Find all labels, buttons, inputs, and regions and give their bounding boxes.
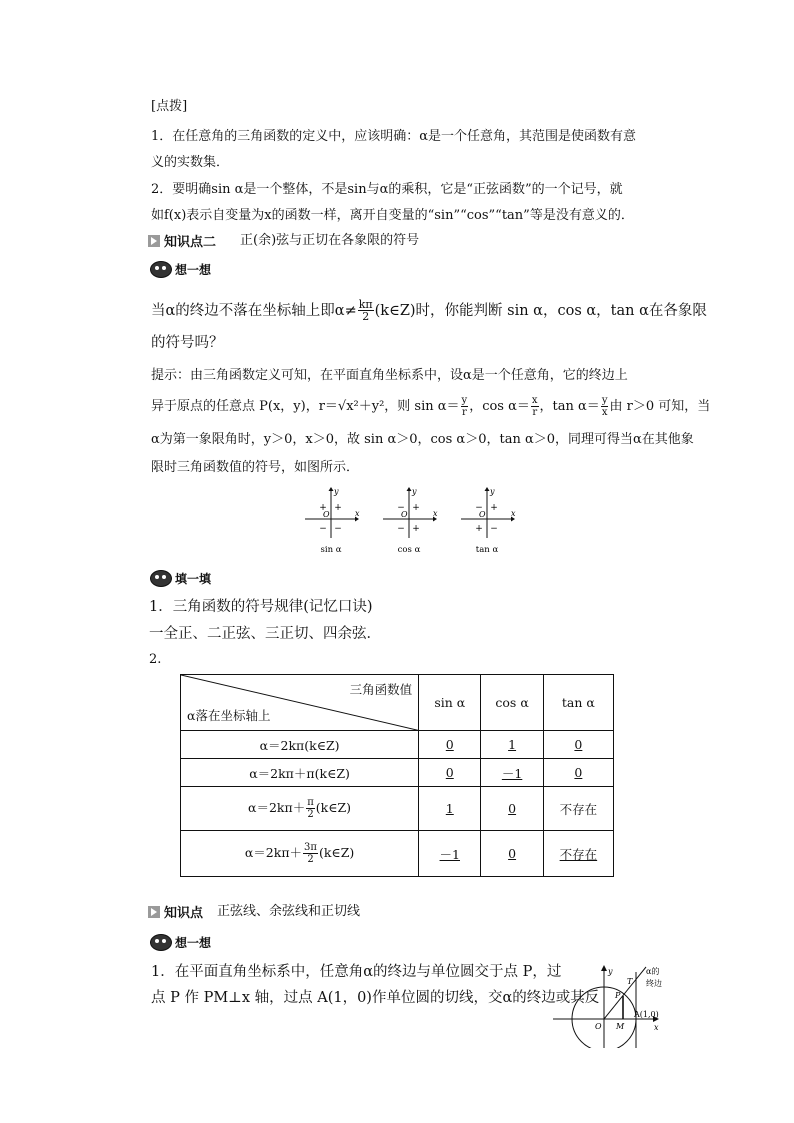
- table-cell: 0: [508, 846, 517, 861]
- axis-x-label: x: [433, 509, 438, 518]
- think-badge: [150, 261, 211, 278]
- table-cell: 0: [574, 765, 583, 780]
- table-cell: 0: [574, 737, 583, 752]
- tips-p1-line1: 1．在任意角的三角函数的定义中，应该明确：α是一个任意角，其范围是使函数有意: [151, 129, 637, 144]
- knowledge-point-2-heading: [148, 231, 419, 250]
- uc-y-label: y: [608, 967, 613, 976]
- row-fraction-den: 2: [307, 809, 314, 820]
- table-cell: －1: [439, 846, 460, 862]
- column-header: tan α: [543, 675, 613, 731]
- quadrant-3-sign: −: [319, 524, 327, 534]
- quadrant-1-sign: +: [334, 503, 342, 513]
- row-label-post: (k∈Z): [318, 845, 355, 860]
- table-cell: 1: [508, 737, 517, 752]
- tips-p1-line2: 义的实数集．: [151, 155, 230, 170]
- header-top-label: 三角函数值: [349, 682, 413, 697]
- row-label-pre: α＝2kπ＋: [244, 845, 303, 860]
- quadrant-4-sign: −: [334, 524, 342, 534]
- quadrant-1-sign: +: [490, 503, 498, 513]
- axis-values-table: [180, 674, 614, 877]
- row-label-text: α＝2kπ(k∈Z): [259, 737, 340, 753]
- thinking-face-icon: [150, 261, 172, 278]
- uc-t-label: T: [627, 977, 633, 986]
- quadrant-diagram-cos: [383, 487, 438, 555]
- quadrant-3-sign: −: [397, 524, 405, 534]
- table-cell: 0: [445, 737, 454, 752]
- k-pi-over-2-fraction: [358, 299, 374, 322]
- uc-a-label: A(1,0): [634, 1010, 659, 1019]
- row-label-pre: α＝2kπ＋: [248, 800, 306, 815]
- table-cell: 不存在: [559, 846, 598, 862]
- quadrant-2-sign: +: [319, 503, 327, 513]
- tips-p2-line2: 如f(x)表示自变量为x的函数一样，离开自变量的“sin”“cos”“tan”等是没有意义的．: [151, 208, 634, 223]
- cos-denominator: r: [532, 407, 538, 418]
- hint-line3: α为第一象限角时，y＞0，x＞0，故 sin α＞0，cos α＞0，tan α＞0，同理可得当α在其他象: [151, 432, 694, 447]
- knowledge-point-3-heading: [148, 902, 360, 921]
- hint-line4: 限时三角函数值的符号，如图所示．: [151, 460, 360, 475]
- knowledge-point-3-title: 正弦线、余弦线和正切线: [217, 903, 361, 919]
- cos-numerator: x: [531, 395, 538, 406]
- tan-numerator: y: [601, 395, 608, 406]
- quadrant-diagram-label: sin α: [320, 545, 342, 555]
- header-bottom-label: α落在坐标轴上: [187, 708, 271, 723]
- hint-line2: [151, 395, 710, 418]
- knowledge-point-3-label: 知识点: [164, 906, 204, 921]
- think-label-2: 想一想: [175, 936, 212, 950]
- row-label-post: (k∈Z): [315, 800, 352, 815]
- tips-title: [点拨]: [151, 99, 188, 114]
- hint-text-a: 异于原点的任意点 P(x，y)，r＝√x²＋y²，则 sin α＝: [151, 398, 460, 414]
- fill-badge: [150, 570, 211, 587]
- origin-label: O: [323, 510, 330, 519]
- row-fraction-num: π: [307, 797, 314, 808]
- sin-numerator: y: [461, 395, 468, 406]
- hint-text-c: ，tan α＝: [539, 398, 600, 414]
- quadrant-2-sign: −: [397, 503, 405, 513]
- think-label: 想一想: [175, 263, 212, 277]
- uc-side-label-2: 终边: [646, 979, 662, 988]
- table-header-row: [181, 675, 614, 731]
- sin-fraction: [461, 395, 469, 418]
- tips-p2-line1: 2．要明确sin α是一个整体，不是sin与α的乘积，它是“正弦函数”的一个记号，就: [151, 182, 623, 197]
- quadrant-diagram-label: tan α: [475, 545, 499, 555]
- row-fraction: [306, 797, 315, 820]
- uc-origin-label: O: [595, 1022, 602, 1031]
- thinking-face-icon: [150, 934, 172, 951]
- cos-fraction: [531, 395, 539, 418]
- fill-item2: 2.: [149, 652, 162, 667]
- think-badge-2: [150, 934, 211, 951]
- fill-face-icon: [150, 570, 172, 587]
- fill-mnemonic: 一全正、二正弦、三正切、四余弦．: [149, 626, 381, 642]
- uc-side-label-1: α的: [646, 967, 660, 976]
- row-fraction: [303, 842, 318, 865]
- row-fraction-den: 2: [307, 854, 314, 865]
- row-label: [181, 759, 419, 787]
- axis-x-label: x: [511, 509, 516, 518]
- row-label: [181, 831, 419, 877]
- column-header: cos α: [481, 675, 543, 731]
- axis-y-label: y: [334, 487, 339, 496]
- quadrant-4-sign: −: [490, 524, 498, 534]
- fraction-numerator: kπ: [358, 298, 373, 311]
- origin-label: O: [479, 510, 486, 519]
- table-cell: 不存在: [559, 801, 598, 817]
- table-cell: －1: [501, 765, 523, 781]
- triangle-bullet-icon: [148, 906, 160, 918]
- question-line1: [151, 299, 707, 322]
- sin-denominator: r: [461, 407, 467, 418]
- table-cell: 1: [445, 801, 454, 816]
- y-arrow-icon: [407, 487, 412, 491]
- fill-item1: 1．三角函数的符号规律(记忆口诀): [149, 599, 373, 615]
- row-label: [181, 787, 419, 831]
- tan-denominator: x: [601, 407, 608, 418]
- question-text-b: (k∈Z)时，你能判断 sin α，cos α，tan α在各象限: [374, 302, 707, 319]
- fraction-denominator: 2: [362, 310, 370, 323]
- y-arrow-icon: [485, 487, 490, 491]
- triangle-bullet-icon: [148, 235, 160, 247]
- quadrant-sign-diagrams: [300, 482, 530, 560]
- table-row: [181, 831, 614, 877]
- unit-circle-diagram: [548, 962, 678, 1048]
- uc-m-label: M: [616, 1022, 625, 1031]
- table-row: [181, 731, 614, 759]
- quadrant-1-sign: +: [412, 503, 420, 513]
- row-label: [181, 731, 419, 759]
- axis-x-label: x: [355, 509, 360, 518]
- uc-p-label: P: [615, 991, 621, 1000]
- tan-fraction: [601, 395, 609, 418]
- diagonal-header-cell: [181, 675, 419, 731]
- row-fraction-num: 3π: [304, 842, 317, 853]
- quadrant-2-sign: −: [475, 503, 483, 513]
- table-row: [181, 759, 614, 787]
- knowledge-point-2-title: 正(余)弦与正切在各象限的符号: [240, 232, 420, 248]
- question-line2: 的符号吗？: [151, 335, 224, 351]
- quadrant-3-sign: +: [475, 524, 483, 534]
- quadrant-4-sign: +: [412, 524, 420, 534]
- hint-text-b: ，cos α＝: [469, 398, 530, 414]
- axis-y-label: y: [412, 487, 417, 496]
- table-row: [181, 787, 614, 831]
- axis-y-label: y: [490, 487, 495, 496]
- quadrant-diagram-tan: [461, 487, 516, 555]
- kp3-paragraph-line2: 点 P 作 PM⊥x 轴，过点 A(1，0)作单位圆的切线，交α的终边或其反: [151, 990, 600, 1006]
- origin-label: O: [401, 510, 408, 519]
- knowledge-point-2-label: 知识点二: [164, 235, 217, 250]
- row-label-text: α＝2kπ＋π(k∈Z): [249, 765, 350, 781]
- hint-text-d: 由 r＞0 可知，当: [609, 398, 711, 414]
- quadrant-diagram-sin: [305, 487, 360, 555]
- hint-line1: 提示：由三角函数定义可知，在平面直角坐标系中，设α是一个任意角，它的终边上: [151, 368, 628, 383]
- table-cell: 0: [508, 801, 517, 816]
- quadrant-diagram-label: cos α: [397, 545, 421, 555]
- column-header: sin α: [419, 675, 481, 731]
- uc-x-label: x: [654, 1023, 659, 1032]
- table-cell: 0: [445, 765, 454, 780]
- y-arrow-icon: [329, 487, 334, 491]
- question-text-a: 当α的终边不落在坐标轴上即α≠: [151, 302, 357, 319]
- kp3-paragraph-line1: 1．在平面直角坐标系中，任意角α的终边与单位圆交于点 P，过: [151, 964, 562, 980]
- fill-label: 填一填: [175, 572, 212, 586]
